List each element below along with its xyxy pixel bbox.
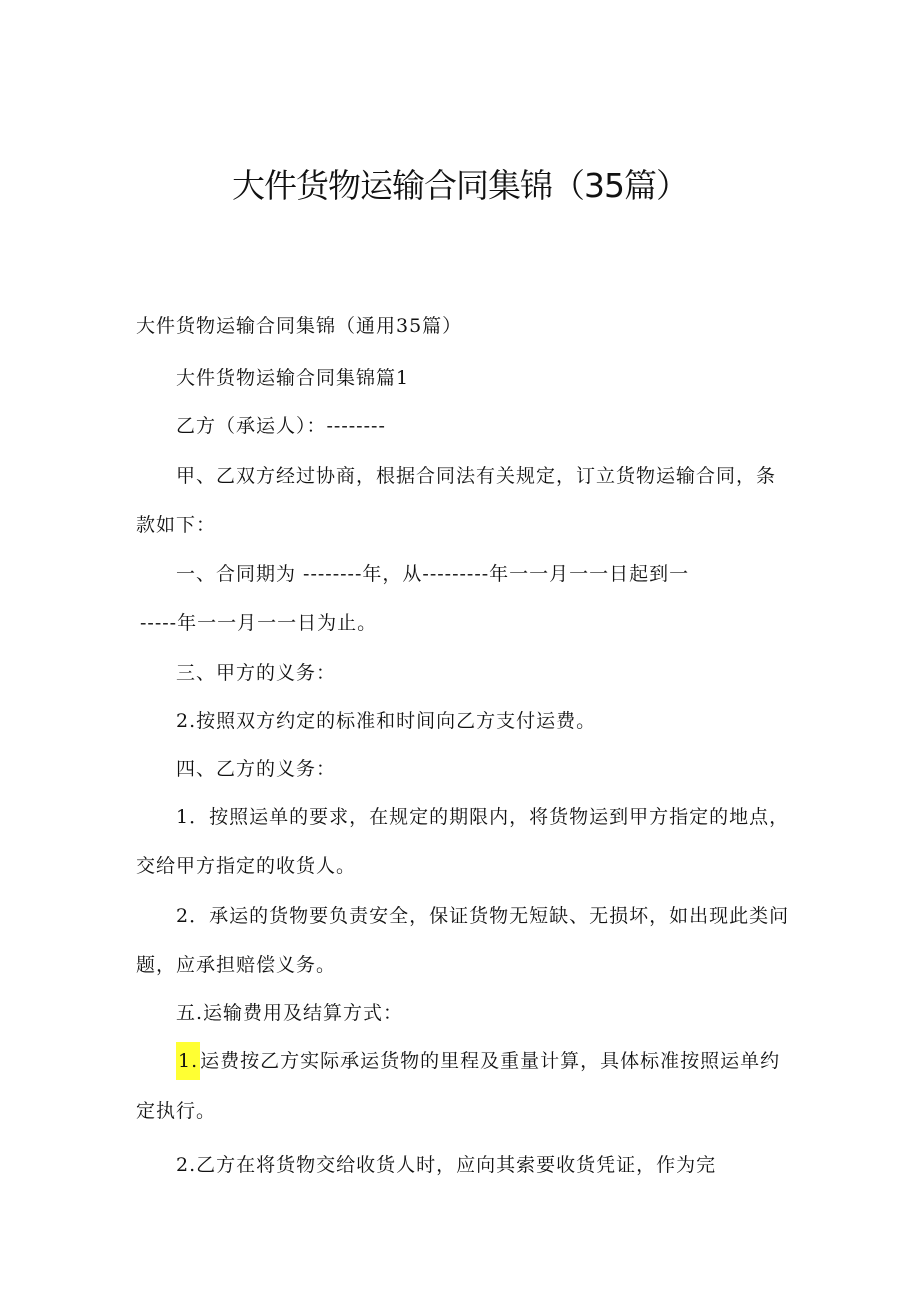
document-title: 大件货物运输合同集锦（35篇） [232, 166, 688, 205]
section-heading: 大件货物运输合同集锦篇1 [176, 367, 410, 389]
clause-3-item-2: 2.按照双方约定的标准和时间向乙方支付运费。 [176, 710, 597, 732]
highlighted-number: 1. [176, 1042, 200, 1080]
clause-4-item-2-line-1: 2．承运的货物要负责安全，保证货物无短缺、无损坏，如出现此类问 [176, 905, 790, 927]
clause-1-line-1: 一、合同期为 --------年，从---------年一一月一一日起到一 [176, 563, 690, 585]
clause-4-item-2-line-2: 题，应承担赔偿义务。 [136, 954, 337, 976]
clause-5-item-1-text: 运费按乙方实际承运货物的里程及重量计算，具体标准按照运单约 [200, 1050, 781, 1072]
clause-5-item-1-line-1 [176, 1048, 780, 1074]
clause-4-heading: 四、乙方的义务： [176, 758, 337, 780]
clause-1-line-2: -----年一一月一一日为止。 [140, 612, 378, 634]
clause-5-item-2-line-1: 2.乙方在将货物交给收货人时，应向其索要收货凭证，作为完 [176, 1154, 717, 1176]
clause-5-item-1-line-2: 定执行。 [136, 1100, 217, 1122]
clause-4-item-1-line-2: 交给甲方指定的收货人。 [136, 855, 357, 877]
clause-4-item-1-line-1: 1．按照运单的要求，在规定的期限内，将货物运到甲方指定的地点， [176, 806, 790, 828]
document-subtitle: 大件货物运输合同集锦（通用35篇） [136, 315, 463, 337]
intro-paragraph-line-1: 甲、乙双方经过协商，根据合同法有关规定，订立货物运输合同，条 [176, 465, 777, 487]
clause-3-heading: 三、甲方的义务： [176, 662, 337, 684]
clause-5-heading: 五.运输费用及结算方式： [176, 1002, 404, 1024]
party-b-line: 乙方（承运人）：-------- [176, 415, 386, 437]
intro-paragraph-line-2: 款如下： [136, 514, 217, 536]
